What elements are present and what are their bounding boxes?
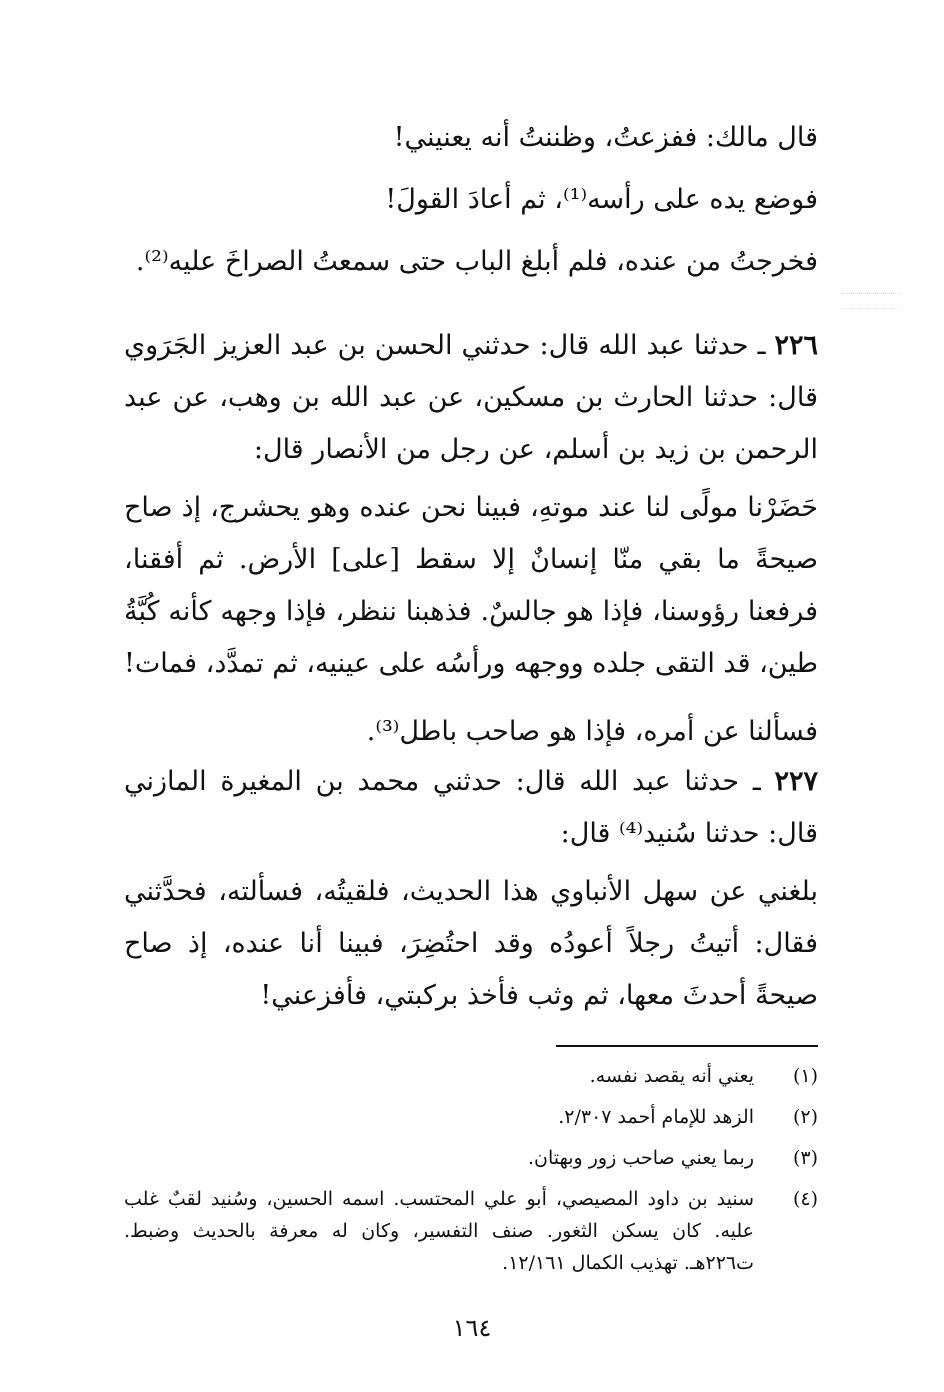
hadith-227	[124, 756, 818, 860]
hadith-226-body	[124, 482, 818, 758]
paragraph-2: فوضع يده على رأسه⁽¹⁾، ثم أعادَ القولَ!	[385, 184, 818, 215]
footnote-separator	[556, 1045, 818, 1047]
hadith-227-body	[124, 866, 818, 1022]
footnote-number: (٤)	[792, 1188, 818, 1210]
footnote-number: (١)	[792, 1065, 818, 1087]
footnote-1	[124, 1060, 818, 1092]
scan-margin-smudge	[842, 293, 900, 309]
footnote-text: الزهد للإمام أحمد ٢/٣٠٧.	[558, 1106, 754, 1128]
paragraph-malik	[124, 112, 818, 288]
paragraph-6: فسألنا عن أمره، فإذا هو صاحب باطل⁽³⁾.	[366, 716, 818, 747]
page-number: ١٦٤	[452, 1314, 492, 1342]
paragraph-1: قال مالك: ففزعتُ، وظننتُ أنه يعنيني!	[393, 122, 818, 153]
footnote-text: ربما يعني صاحب زور وبهتان.	[527, 1147, 754, 1169]
footnote-4	[124, 1183, 818, 1279]
footnote-number: (٣)	[792, 1147, 818, 1169]
footnotes	[124, 1060, 818, 1288]
paragraph-3: فخرجتُ من عنده، فلم أبلغ الباب حتى سمعتُ الصراخَ عليه⁽²⁾.	[135, 246, 818, 277]
hadith-227-chain	[124, 756, 818, 860]
hadith-226-chain	[124, 320, 818, 476]
paragraph-5: حَضَرْنا مولًى لنا عند موتهِ، فبينا نحن عنده وهو يحشرج، إذ صاح صيحةً ما بقي منّا إنسانٌ إلا سقط [على] الأرض. ثم أفقنا، فرفعنا رؤوسنا، فإذا هو جالسٌ. فذهبنا ننظر، فإذا وجهه كأنه كُبَّةُ طين، قد التقى جلده ووجهه ورأسُه على عينيه، ثم تمدَّد، فمات!	[124, 492, 818, 679]
hadith-226-number: ٢٢٦	[774, 330, 818, 361]
hadith-226	[124, 320, 818, 476]
footnote-number: (٢)	[792, 1106, 818, 1128]
paragraph-8: بلغني عن سهل الأنباوي هذا الحديث، فلقيتُه، فسألته، فحدَّثني فقال: أتيتُ رجلاً أعودُه وقد احتُضِرَ، فبينا أنا عنده، إذ صاح صيحةً أحدثَ معها، ثم وثب فأخذ بركبتي، فأفزعني!	[124, 876, 818, 1011]
footnote-text: يعني أنه يقصد نفسه.	[589, 1065, 754, 1087]
footnote-text: سنيد بن داود المصيصي، أبو علي المحتسب. اسمه الحسين، وسُنيد لقبٌ غلب عليه. كان يسكن الثغور. صنف التفسير، وكان له معرفة بالحديث وضبط. ت٢٢٦هـ. تهذيب الكمال ١٢/١٦١.	[124, 1188, 754, 1274]
hadith-227-number: ٢٢٧	[774, 766, 818, 797]
hadith-227-isnad: ـ حدثنا عبد الله قال: حدثني محمد بن المغيرة المازني قال: حدثنا سُنيد⁽⁴⁾ قال:	[124, 766, 818, 849]
footnote-3	[124, 1142, 818, 1174]
hadith-226-isnad: ـ حدثنا عبد الله قال: حدثني الحسن بن عبد العزيز الجَرَوي قال: حدثنا الحارث بن مسكين، عن عبد الله بن وهب، عن عبد الرحمن بن زيد بن أسلم، عن رجل من الأنصار قال:	[124, 330, 818, 465]
footnote-2	[124, 1101, 818, 1133]
